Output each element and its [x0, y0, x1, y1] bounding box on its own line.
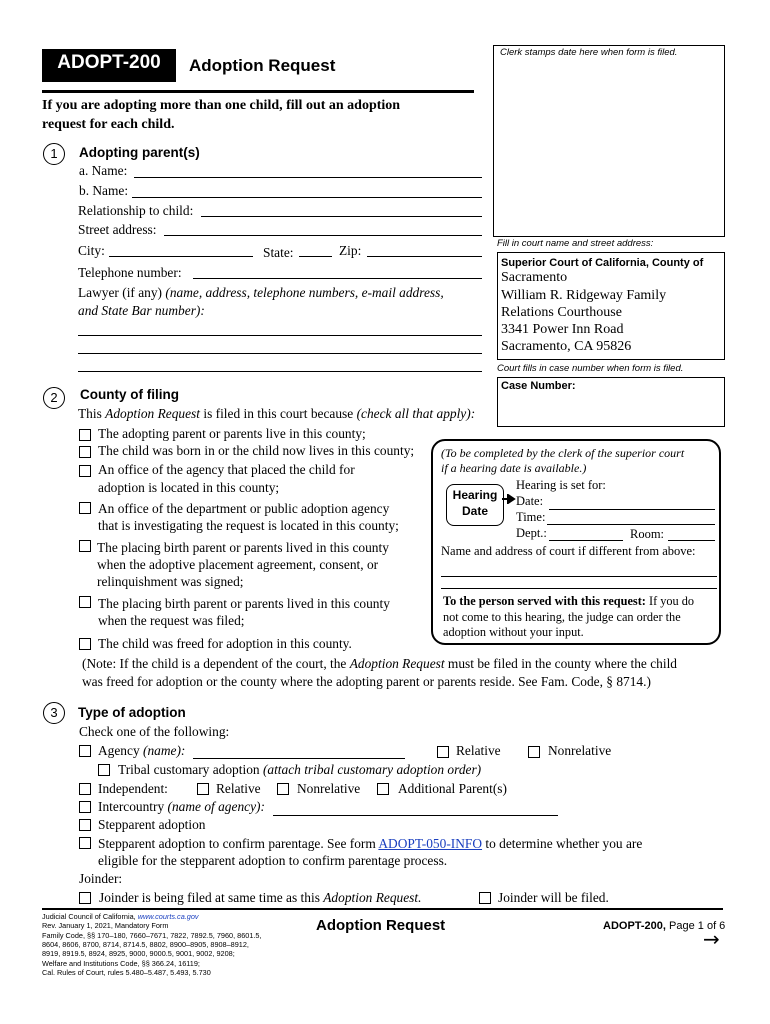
- stepparent-confirm-checkbox[interactable]: [79, 837, 91, 849]
- street-field[interactable]: [164, 235, 482, 236]
- opt5-label-1: The placing birth parent or parents lived in this county: [97, 540, 389, 555]
- section-1-title: Adopting parent(s): [79, 145, 200, 160]
- independent-nonrelative-checkbox[interactable]: [277, 783, 289, 795]
- independent-checkbox[interactable]: [79, 783, 91, 795]
- hearing-date-field[interactable]: [549, 509, 715, 510]
- served-line-2: not come to this hearing, the judge can order the: [443, 610, 681, 624]
- intercountry-text: Intercountry: [98, 799, 168, 814]
- hearing-room-label: Room:: [630, 527, 665, 541]
- intercountry-checkbox[interactable]: [79, 801, 91, 813]
- intercountry-label: [98, 799, 265, 814]
- hearing-time-field[interactable]: [547, 524, 715, 525]
- opt2-label: The child was born in or the child now lives in this county;: [98, 443, 415, 458]
- agency-label: [98, 743, 185, 758]
- opt6-checkbox[interactable]: [79, 596, 91, 608]
- city-label: City:: [78, 243, 105, 258]
- hearing-time-label: Time:: [516, 510, 546, 524]
- joinder-label: Joinder:: [79, 871, 123, 886]
- street-label: Street address:: [78, 222, 157, 237]
- independent-relative-checkbox[interactable]: [197, 783, 209, 795]
- clerk-stamp-box: [493, 45, 725, 237]
- lawyer-field-2[interactable]: [78, 353, 482, 354]
- courts-website-link[interactable]: www.courts.ca.gov: [137, 912, 199, 921]
- lawyer-field-1[interactable]: [78, 335, 482, 336]
- court-heading: Superior Court of California, County of: [501, 257, 704, 269]
- joinder-same-b: Adoption Request.: [323, 890, 422, 905]
- served-l1: If you do: [645, 594, 695, 608]
- agency-relative-checkbox[interactable]: [437, 746, 449, 758]
- case-number-label: Case Number:: [501, 380, 576, 392]
- court-address-line-4[interactable]: Sacramento, CA 95826: [501, 339, 632, 354]
- filing-intro: [78, 406, 475, 421]
- hearing-dept-field[interactable]: [549, 540, 623, 541]
- hearing-date-label: Date:: [516, 494, 544, 508]
- zip-label: Zip:: [339, 243, 362, 258]
- agency-nonrelative-checkbox[interactable]: [528, 746, 540, 758]
- opt1-label: The adopting parent or parents live in this county;: [98, 426, 366, 441]
- joinder-will-label: Joinder will be filed.: [498, 890, 609, 905]
- lawyer-note-1: (name, address, telephone numbers, e-mail address,: [165, 285, 444, 300]
- opt2-checkbox[interactable]: [79, 446, 91, 458]
- hearing-badge-line-2: Date: [461, 504, 488, 518]
- court-fill-note: Fill in court name and street address:: [497, 238, 654, 249]
- joinder-same-checkbox[interactable]: [79, 892, 91, 904]
- form-code: ADOPT-200: [57, 52, 161, 73]
- case-number-note: Court fills in case number when form is filed.: [497, 363, 684, 374]
- agency-relative-label: Relative: [456, 743, 501, 758]
- lawyer-field-3[interactable]: [78, 371, 482, 372]
- hearing-intro-1: (To be completed by the clerk of the superior court: [441, 446, 685, 460]
- tribal-checkbox[interactable]: [98, 764, 110, 776]
- section-2-title: County of filing: [80, 387, 179, 402]
- agency-name-note: (name):: [143, 743, 186, 758]
- joinder-same-label: [99, 890, 421, 905]
- opt7-label: The child was freed for adoption in this county.: [98, 636, 352, 651]
- served-line-3: adoption without your input.: [443, 625, 584, 639]
- name-b-label: b. Name:: [79, 183, 129, 198]
- relationship-label: Relationship to child:: [78, 203, 194, 218]
- opt6-label-2: when the request was filed;: [98, 613, 245, 628]
- court-address-line-1[interactable]: William R. Ridgeway Family: [501, 288, 667, 303]
- filing-intro-b: Adoption Request: [105, 406, 200, 421]
- footer-council-text: Judicial Council of California,: [42, 912, 138, 921]
- footer-rev: Rev. January 1, 2021, Mandatory Form: [42, 921, 169, 930]
- opt6-label-1: The placing birth parent or parents lived in this county: [98, 596, 390, 611]
- opt4-label-2: that is investigating the request is located in this county;: [98, 518, 399, 533]
- instruction-line-1: If you are adopting more than one child, fill out an adoption: [42, 98, 401, 113]
- hearing-room-field[interactable]: [668, 540, 715, 541]
- header-rule: [42, 90, 474, 93]
- intercountry-note: (name of agency):: [167, 799, 265, 814]
- state-field[interactable]: [299, 256, 332, 257]
- agency-text: Agency: [98, 743, 143, 758]
- opt1-checkbox[interactable]: [79, 429, 91, 441]
- hearing-court-label: Name and address of court if different from above:: [441, 544, 696, 558]
- opt5-checkbox[interactable]: [79, 540, 91, 552]
- footer-rule: [42, 908, 723, 910]
- tribal-label: [118, 762, 481, 777]
- hearing-intro-2: if a hearing date is available.): [441, 461, 587, 475]
- section-2-number: 2: [43, 387, 65, 409]
- footer-fam-code-2: 8604, 8606, 8700, 8714, 8714.5, 8802, 8900–8905, 8908–8912,: [42, 940, 249, 949]
- opt3-label-2: adoption is located in this county;: [98, 480, 280, 495]
- relationship-field[interactable]: [201, 216, 482, 217]
- opt3-checkbox[interactable]: [79, 465, 91, 477]
- footer-title: Adoption Request: [316, 917, 446, 934]
- note-line-1: [82, 656, 677, 671]
- city-field[interactable]: [109, 256, 253, 257]
- note-line-2: was freed for adoption or the county where the adopting parent or parents reside. See Fam. Code, § 8714.): [82, 674, 651, 689]
- stepparent-confirm-b: to determine whether you are: [482, 836, 643, 851]
- joinder-same-a: Joinder is being filed at same time as this: [99, 890, 324, 905]
- joinder-will-checkbox[interactable]: [479, 892, 491, 904]
- additional-parents-checkbox[interactable]: [377, 783, 389, 795]
- adopt-050-info-link[interactable]: ADOPT-050-INFO: [378, 836, 483, 851]
- check-one-label: Check one of the following:: [79, 724, 230, 739]
- filing-intro-a: This: [78, 406, 106, 421]
- independent-label: Independent:: [98, 781, 168, 796]
- lawyer-line-1: [78, 285, 444, 300]
- telephone-label: Telephone number:: [78, 265, 182, 280]
- name-a-label: a. Name:: [79, 163, 128, 178]
- intercountry-field[interactable]: [273, 815, 558, 816]
- stepparent-checkbox[interactable]: [79, 819, 91, 831]
- arrow-right-icon: [502, 494, 516, 504]
- hearing-badge-line-1: Hearing: [452, 488, 498, 502]
- served-bold: To the person served with this request:: [443, 594, 646, 608]
- hearing-dept-label: Dept.:: [516, 526, 547, 540]
- zip-field[interactable]: [367, 256, 482, 257]
- stepparent-confirm-line-1: [98, 836, 642, 851]
- opt5-label-3: relinquishment was signed;: [97, 574, 244, 589]
- section-3-title: Type of adoption: [78, 705, 186, 720]
- stepparent-label: Stepparent adoption: [98, 817, 206, 832]
- opt7-checkbox[interactable]: [79, 638, 91, 650]
- stepparent-confirm-line-2: eligible for the stepparent adoption to confirm parentage process.: [98, 853, 448, 868]
- independent-nonrelative-label: Nonrelative: [297, 781, 361, 796]
- opt5-label-2: when the adoptive placement agreement, consent, or: [97, 557, 379, 572]
- note-1a: (Note: If the child is a dependent of the court, the: [82, 656, 350, 671]
- footer-welfare: Welfare and Institutions Code, §§ 366.24, 16119;: [42, 959, 200, 968]
- filing-intro-c: is filed in this court because: [200, 406, 357, 421]
- clerk-stamp-note: Clerk stamps date here when form is filed.: [500, 47, 678, 58]
- section-3-number: 3: [43, 702, 65, 724]
- stepparent-confirm-a: Stepparent adoption to confirm parentage. See form: [98, 836, 379, 851]
- hearing-court-field-1[interactable]: [441, 576, 717, 577]
- footer-fam-code-1: Family Code, §§ 170–180, 7660–7671, 7822, 7892.5, 7960, 8601.5,: [42, 931, 262, 940]
- note-1c: must be filed in the county where the child: [444, 656, 677, 671]
- opt4-label-1: An office of the department or public adoption agency: [98, 501, 390, 516]
- court-address-line-2[interactable]: Relations Courthouse: [501, 305, 622, 320]
- section-1-number: 1: [43, 143, 65, 165]
- served-line-1: [443, 594, 694, 608]
- footer-fam-code-3: 8919, 8919.5, 8924, 8925, 9000, 9000.5, 9001, 9002, 9208;: [42, 949, 235, 958]
- agency-name-field[interactable]: [193, 758, 405, 759]
- court-county[interactable]: Sacramento: [501, 270, 568, 285]
- state-label: State:: [263, 245, 294, 260]
- instruction-line-2: request for each child.: [42, 117, 175, 132]
- footer-page: Page 1 of 6: [665, 920, 726, 932]
- opt3-label-1: An office of the agency that placed the child for: [98, 462, 355, 477]
- name-b-field[interactable]: [132, 197, 482, 198]
- next-page-arrow-icon[interactable]: →: [703, 927, 720, 951]
- lawyer-label: Lawyer (if any): [78, 285, 166, 300]
- footer-form-code: ADOPT-200,: [603, 920, 666, 932]
- lawyer-note-2: and State Bar number):: [78, 303, 205, 318]
- agency-nonrelative-label: Nonrelative: [548, 743, 612, 758]
- independent-relative-label: Relative: [216, 781, 261, 796]
- footer-rules: Cal. Rules of Court, rules 5.480–5.487, 5.493, 5.730: [42, 968, 211, 977]
- filing-intro-d: (check all that apply):: [356, 406, 476, 421]
- additional-parents-label: Additional Parent(s): [398, 781, 507, 796]
- name-a-field[interactable]: [134, 177, 482, 178]
- note-1b: Adoption Request: [349, 656, 445, 671]
- hearing-court-field-2[interactable]: [441, 588, 717, 589]
- form-title: Adoption Request: [189, 56, 336, 75]
- opt4-checkbox[interactable]: [79, 502, 91, 514]
- tribal-note: (attach tribal customary adoption order): [262, 762, 482, 777]
- court-address-line-3[interactable]: 3341 Power Inn Road: [501, 322, 624, 337]
- agency-checkbox[interactable]: [79, 745, 91, 757]
- tribal-text: Tribal customary adoption: [118, 762, 263, 777]
- hearing-set-for: Hearing is set for:: [516, 478, 606, 492]
- telephone-field[interactable]: [193, 278, 482, 279]
